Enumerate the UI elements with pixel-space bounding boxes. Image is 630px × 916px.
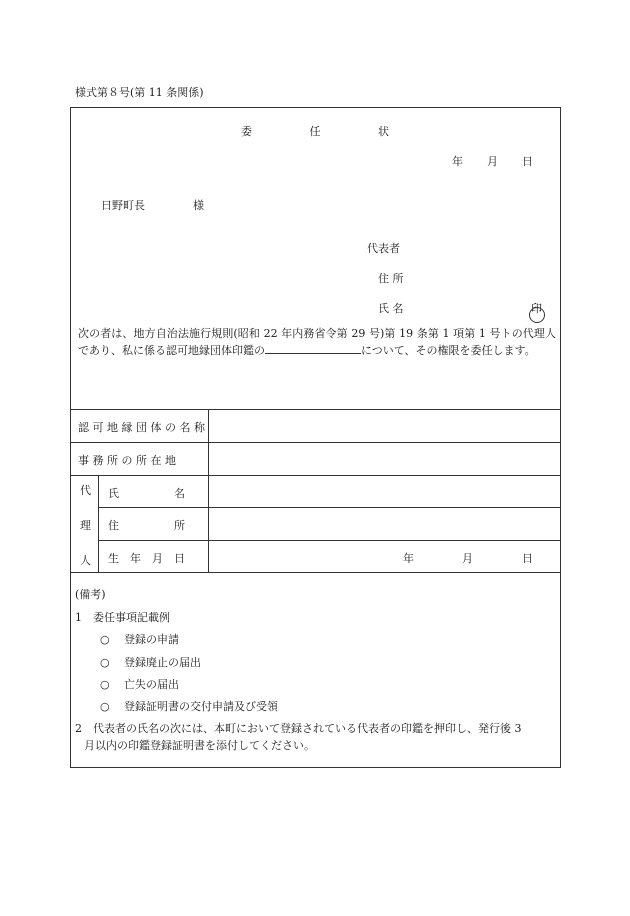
table-label-divider: [208, 409, 209, 572]
birth-month-label: 月: [462, 552, 473, 565]
issue-date-year: 年: [452, 155, 463, 168]
notes-item-2-line-2: 月以内の印鑑登録証明書を添付してください。: [84, 739, 315, 752]
office-location-label: 事 務 所 の 所 在 地: [78, 454, 176, 467]
agent-row-line-2: [98, 540, 561, 541]
agent-column-divider: [98, 475, 99, 572]
delegation-statement: [78, 325, 556, 359]
table-row-line-2: [70, 475, 561, 476]
birth-day-label: 日: [522, 552, 533, 565]
notes-option-1: [100, 631, 179, 647]
title-char-1: 委: [241, 125, 252, 138]
notes-header: (備考): [75, 588, 106, 601]
notes-option-3-label: 亡失の届出: [124, 678, 179, 691]
document-title: [0, 123, 630, 139]
agent-birthdate-field[interactable]: [210, 542, 558, 570]
agent-address-label: 住 所: [108, 519, 185, 532]
addressee: 日野町長: [101, 199, 145, 212]
option-circle-icon: ○: [100, 700, 110, 713]
agent-birthdate-label: 生 年 月 日: [108, 552, 185, 565]
table-bottom-line: [70, 572, 561, 573]
statement-text-after: について、その権限を委任します。: [361, 344, 536, 357]
title-char-2: 任: [309, 125, 321, 138]
notes-option-4: [100, 698, 278, 714]
agent-name-label: 氏 名: [108, 487, 185, 500]
org-name-field[interactable]: [210, 411, 558, 440]
office-location-field[interactable]: [210, 444, 558, 473]
org-name-label: 認 可 地 縁 団 体 の 名 称: [78, 421, 205, 434]
seal-label: 印: [531, 302, 542, 315]
notes-item-1-title: 1 委任事項記載例: [75, 611, 170, 624]
table-top-line: [70, 409, 561, 410]
option-circle-icon: ○: [100, 633, 110, 646]
issue-date-month: 月: [487, 155, 498, 168]
issue-date-day: 日: [522, 155, 533, 168]
table-row-line-1: [70, 442, 561, 443]
option-circle-icon: ○: [100, 678, 110, 691]
agent-name-field[interactable]: [210, 477, 558, 505]
agent-address-field[interactable]: [210, 509, 558, 538]
statement-text-before: 次の者は、地方自治法施行規則(昭和 22 年内務省令第 29 号)第 19 条第 1 項第 1 号トの代理人であり、私に係る認可地縁団体印鑑の: [78, 327, 556, 357]
agent-char-3: 人: [80, 554, 91, 567]
option-circle-icon: ○: [100, 656, 110, 669]
notes-option-3: [100, 676, 179, 692]
notes-option-4-label: 登録証明書の交付申請及び受領: [124, 700, 278, 713]
title-char-3: 状: [378, 125, 389, 138]
form-number-label: 様式第８号(第 11 条関係): [75, 86, 204, 99]
agent-char-1: 代: [80, 484, 91, 497]
notes-option-2-label: 登録廃止の届出: [124, 656, 201, 669]
birth-year-label: 年: [403, 552, 414, 565]
notes-item-2-line-1: 2 代表者の氏名の次には、本町において登録されている代表者の印鑑を押印し、発行後 3: [75, 722, 522, 735]
representative-label: 代表者: [367, 242, 400, 255]
agent-char-2: 理: [80, 519, 91, 532]
notes-option-1-label: 登録の申請: [124, 633, 179, 646]
representative-name-label: 氏 名: [378, 302, 404, 315]
addressee-honorific: 様: [193, 199, 204, 212]
notes-option-2: [100, 654, 201, 670]
agent-row-line-1: [98, 507, 561, 508]
representative-address-label: 住 所: [378, 272, 404, 285]
delegation-blank-field[interactable]: [265, 342, 361, 354]
seal-circle-icon: [529, 307, 545, 323]
